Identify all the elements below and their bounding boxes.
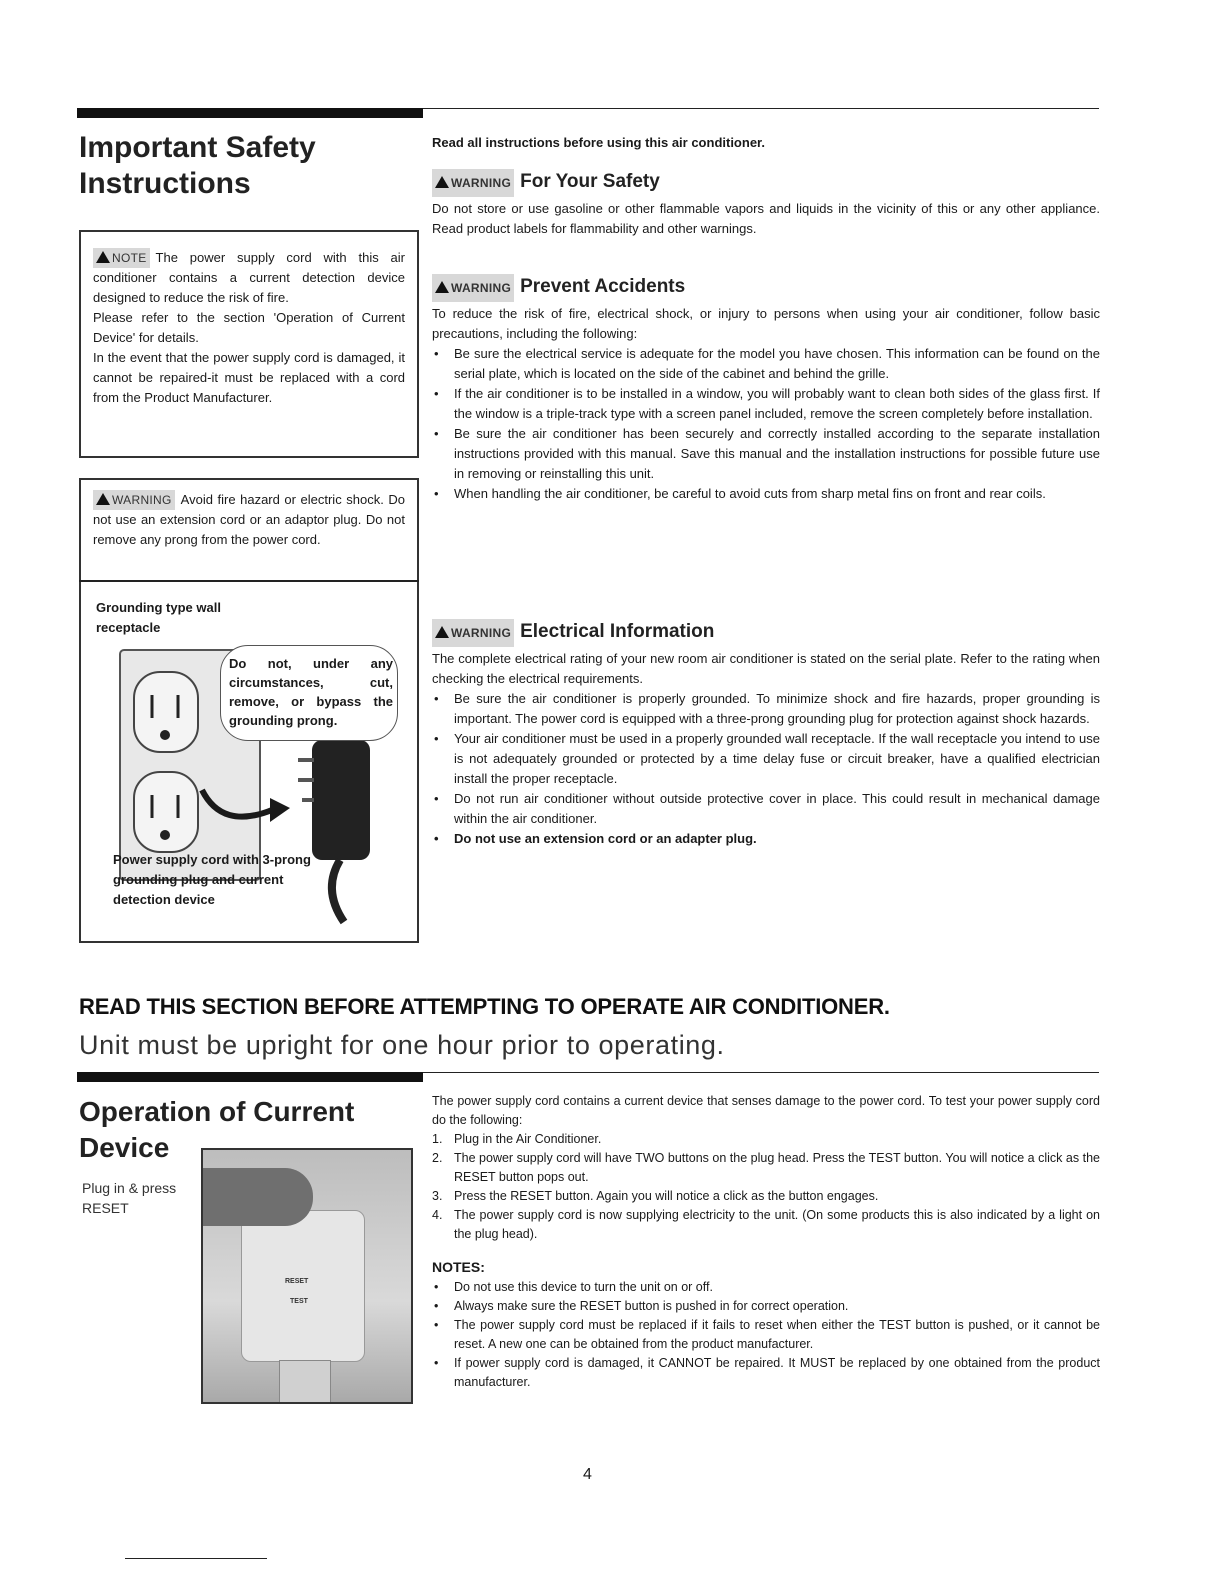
section-heading-accidents: WARNING Prevent Accidents: [432, 273, 1100, 302]
operation-rule-thin: [423, 1072, 1099, 1073]
list-item: • If power supply cord is damaged, it CANNOT be repaired. It MUST be replaced by one obtained from the product manufacturer.: [432, 1354, 1100, 1392]
upright-notice: Unit must be upright for one hour prior to operating.: [79, 1030, 725, 1060]
page-title-line1: Important Safety: [79, 131, 316, 164]
step-item: 2. The power supply cord will have TWO buttons on the plug head. Press the TEST button. You will notice a click as the RESET button pops out.: [432, 1151, 1100, 1184]
list-item: • Your air conditioner must be used in a properly grounded wall receptacle. If the wall receptacle you intend to use is not adequately grounded or protected by a time delay fuse or circuit breaker, have a qualified electrician install the proper receptacle.: [432, 729, 1100, 789]
figure-label-bottom: Power supply cord with 3-prong grounding plug and current detection device: [113, 852, 311, 907]
page-title-line2: Instructions: [79, 167, 251, 200]
section-prevent-accidents: [432, 273, 1100, 504]
section-heading-safety: WARNING For Your Safety: [432, 168, 1100, 197]
section-for-your-safety: [432, 168, 1100, 239]
top-rule-thick: [77, 108, 423, 118]
warning-tag: WARNING: [93, 490, 175, 510]
figure-label-top: Grounding type wall receptacle: [96, 600, 221, 635]
operation-steps: [432, 1130, 1100, 1244]
notes-heading: NOTES:: [432, 1259, 485, 1275]
page-number: 4: [583, 1466, 592, 1483]
warning-triangle-icon: [435, 281, 449, 293]
list-item: • Be sure the air conditioner is properly grounded. To minimize shock and fire hazards, proper grounding is important. The power cord is equipped with a three-prong grounding plug for protection against shock hazards.: [432, 689, 1100, 729]
note-tag: NOTE: [93, 248, 150, 268]
cord-stub: [279, 1360, 331, 1404]
electrical-bullet-list: [432, 689, 1100, 849]
outlet-top: [134, 672, 198, 752]
safety-warning-tag: WARNING: [432, 169, 514, 197]
note-box: [79, 230, 419, 458]
test-button-label: TEST: [290, 1298, 308, 1305]
outlet-bottom: [134, 772, 198, 852]
note-text-3: In the event that the power supply cord is damaged, it cannot be repaired-it must be replaced with a cord from the Product Manufacturer.: [93, 350, 405, 405]
list-item: • Be sure the air conditioner has been securely and correctly installed according to the separate installation instructions provided with this manual. Save this manual and the installation instructions for possible future use in removing or reinstalling this unit.: [432, 424, 1100, 484]
section-heading-electrical: WARNING Electrical Information: [432, 618, 1100, 647]
accidents-warning-tag: WARNING: [432, 274, 514, 302]
photo-caption: Plug in & press RESET: [82, 1180, 177, 1216]
page-title: [79, 130, 316, 202]
step-item: 3. Press the RESET button. Again you will notice a click as the button engages.: [432, 1189, 879, 1203]
warning-triangle-icon: [435, 626, 449, 638]
operation-title-line1: Operation of Current: [79, 1096, 355, 1127]
warning-box-body: Avoid fire hazard or electric shock. Do not use an extension cord or an adaptor plug. Do not remove any prong from the power cord.: [93, 492, 405, 547]
warning-triangle-icon: [96, 493, 110, 505]
reset-photo: [201, 1148, 413, 1404]
figure-callout-text: Do not, under any circumstances, cut, remove, or bypass the grounding prong.: [229, 656, 393, 728]
list-item: • When handling the air conditioner, be careful to avoid cuts from sharp metal fins on front and rear coils.: [432, 484, 1100, 504]
operation-body: [432, 1092, 1100, 1392]
section-intro-electrical: The complete electrical rating of your new room air conditioner is stated on the serial plate. Refer to the rating when checking the electrical requirements.: [432, 651, 1100, 686]
note-text-1: The power supply cord with this air conditioner contains a current detection device designed to reduce the risk of fire.: [93, 250, 405, 305]
caution-triangle-icon: [96, 251, 110, 263]
section-body-safety: Do not store or use gasoline or other flammable vapors and liquids in the vicinity of this or any other appliance. Read product labels for flammability and other warnings.: [432, 201, 1100, 236]
step-item: 1. Plug in the Air Conditioner.: [432, 1132, 602, 1146]
figure-callout: [220, 645, 398, 741]
warning-triangle-icon: [435, 176, 449, 188]
list-item: • If the air conditioner is to be installed in a window, you will probably want to clean both sides of the glass first. If the window is a triple-track type with a screen panel included, remove the screen completely before installation.: [432, 384, 1100, 424]
operation-title-line2: Device: [79, 1132, 170, 1163]
notes-list: [432, 1278, 1100, 1392]
warning-box-text: [93, 490, 405, 550]
read-section-banner: READ THIS SECTION BEFORE ATTEMPTING TO OPERATE AIR CONDITIONER.: [79, 994, 890, 1019]
read-all-line: Read all instructions before using this air conditioner.: [432, 135, 765, 150]
step-item: 4. The power supply cord is now supplying electricity to the unit. (On some products this is also indicated by a light on the plug head).: [432, 1208, 1100, 1241]
finger: [203, 1168, 313, 1226]
operation-rule-thick: [77, 1072, 423, 1082]
operation-intro: The power supply cord contains a current device that senses damage to the power cord. To test your power supply cord do the following:: [432, 1094, 1100, 1127]
list-item-bold: • Do not use an extension cord or an adapter plug.: [432, 829, 1100, 849]
section-intro-accidents: To reduce the risk of fire, electrical shock, or injury to persons when using your air conditioner, follow basic precautions, including the following:: [432, 306, 1100, 341]
reset-button-label: RESET: [285, 1278, 309, 1285]
list-item: • The power supply cord must be replaced if it fails to reset when either the TEST button is pushed, or it cannot be reset. A new one can be obtained from the product manufacturer.: [432, 1316, 1100, 1354]
list-item: • Always make sure the RESET button is pushed in for correct operation.: [432, 1297, 1100, 1316]
plug-body: [241, 1210, 365, 1362]
accidents-bullet-list: [432, 344, 1100, 504]
list-item: • Do not run air conditioner without outside protective cover in place. This could result in mechanical damage within the air conditioner.: [432, 789, 1100, 829]
electrical-warning-tag: WARNING: [432, 619, 514, 647]
list-item: • Be sure the electrical service is adequate for the model you have chosen. This information can be found on the serial plate, which is located on the side of the cabinet and behind the grille.: [432, 344, 1100, 384]
section-electrical-information: [432, 618, 1100, 849]
list-item: • Do not use this device to turn the unit on or off.: [432, 1278, 1100, 1297]
note-text-2: Please refer to the section 'Operation of Current Device' for details.: [93, 310, 405, 345]
footer-rule: [125, 1558, 267, 1559]
top-rule-thin: [423, 108, 1099, 109]
warning-box-divider: [79, 580, 419, 582]
